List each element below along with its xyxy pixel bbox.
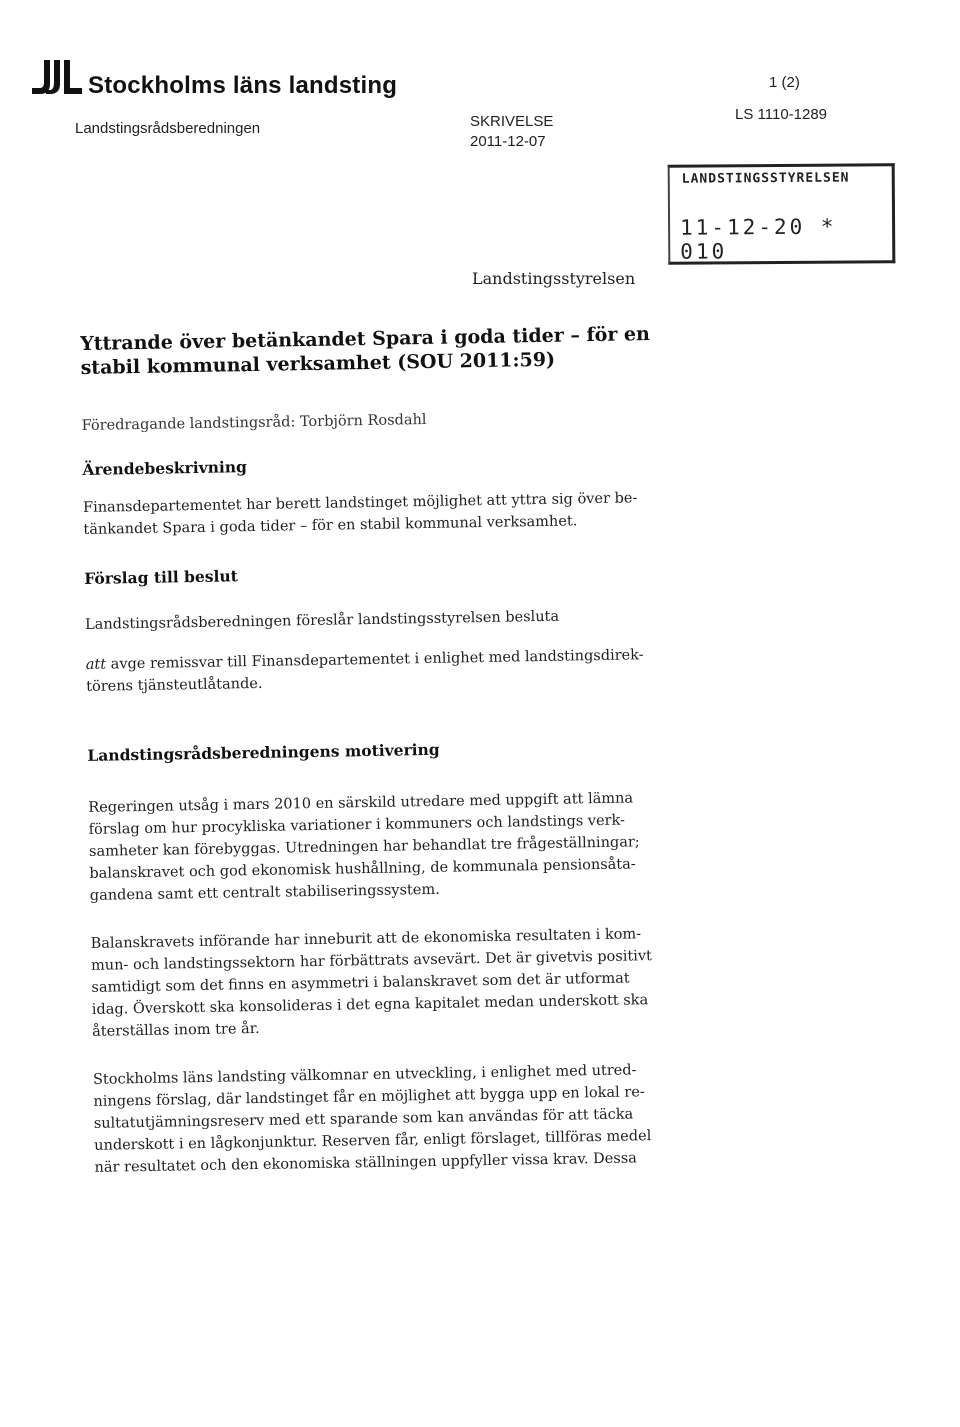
text-line: underskott i en lågkonjunktur. Reserven får, enligt förslaget, tillföras medel bbox=[94, 1128, 652, 1154]
stamp-code: 11-12-20 * 010 bbox=[680, 214, 837, 264]
text-line: törens tjänsteutlåtande. bbox=[86, 675, 263, 695]
document-body bbox=[80, 321, 735, 1179]
sll-logo-icon bbox=[30, 58, 84, 96]
text-line: idag. Överskott ska konsolideras i det egna kapitalet medan underskott ska bbox=[91, 992, 649, 1018]
paragraph-motivation-2 bbox=[90, 922, 732, 1043]
paragraph-proposal-att bbox=[86, 643, 727, 698]
document-date: 2011-12-07 bbox=[470, 133, 546, 150]
title-line: stabil kommunal verksamhet (SOU 2011:59) bbox=[80, 348, 556, 379]
document-type: SKRIVELSE bbox=[470, 113, 554, 130]
text-line: förslag om hur procykliska variationer i kommuners och landstings verk- bbox=[88, 812, 626, 838]
paragraph-proposal-intro: Landstingsrådsberedningen föreslår landstingsstyrelsen besluta bbox=[84, 608, 560, 633]
text-line: tänkandet Spara i goda tider – för en stabil kommunal verksamhet. bbox=[83, 513, 578, 538]
recipient: Landstingsstyrelsen bbox=[472, 269, 636, 288]
text-line: samheter kan förebyggas. Utredningen har behandlat tre frågeställningar; bbox=[88, 834, 640, 860]
title-line: Yttrande över betänkandet Spara i goda tider – för en bbox=[80, 323, 651, 355]
text-line: Regeringen utsåg i mars 2010 en särskild utredare med uppgift att lämna bbox=[88, 790, 634, 816]
text-line: samtidigt som det finns en asymmetri i balanskravet som det är utformat bbox=[91, 970, 630, 996]
page-number: 1 (2) bbox=[769, 74, 800, 91]
att-word: att bbox=[85, 656, 107, 673]
text-line: mun- och landstingssektorn har förbättrats avsevärt. Det är givetvis positivt bbox=[90, 948, 653, 974]
text-line: återställas inom tre år. bbox=[92, 1020, 260, 1040]
stamp-title: LANDSTINGSSTYRELSEN bbox=[681, 170, 850, 187]
text-line: balanskravet och god ekonomisk hushållning, de kommunala pensionsåta- bbox=[89, 856, 636, 882]
section-heading-motivation: Landstingsrådsberedningens motivering bbox=[87, 739, 440, 765]
text-line: avge remissvar till Finansdepartementet i enlighet med landstingsdirek- bbox=[105, 647, 644, 673]
received-stamp bbox=[668, 163, 896, 265]
paragraph-case-description bbox=[83, 486, 724, 541]
text-line: Balanskravets införande har inneburit att de ekonomiska resultaten i kom- bbox=[90, 926, 642, 952]
text-line: sultatutjämningsreserv med ett sparande som kan användas för att täcka bbox=[93, 1106, 634, 1132]
paragraph-motivation-3 bbox=[93, 1058, 735, 1179]
reference-number: LS 1110-1289 bbox=[735, 106, 828, 123]
text-line: Stockholms läns landsting välkomnar en utveckling, i enlighet med utred- bbox=[92, 1062, 637, 1088]
presenter: Föredragande landstingsråd: Torbjörn Rosdahl bbox=[81, 411, 427, 434]
paragraph-motivation-1 bbox=[88, 786, 730, 907]
section-heading-case-description: Ärendebeskrivning bbox=[82, 457, 248, 479]
document-title bbox=[80, 321, 721, 380]
text-line: Finansdepartementet har berett landstinget möjlighet att yttra sig över be- bbox=[82, 490, 638, 516]
text-line: gandena samt ett centralt stabiliseringssystem. bbox=[89, 881, 440, 904]
organization-name: Stockholms läns landsting bbox=[88, 72, 398, 99]
text-line: när resultatet och den ekonomiska ställningen uppfyller vissa krav. Dessa bbox=[94, 1150, 637, 1176]
text-line: ningens förslag, där landstinget får en möjlighet att bygga upp en lokal re- bbox=[93, 1084, 645, 1110]
section-heading-proposal: Förslag till beslut bbox=[84, 566, 238, 588]
department-name: Landstingsrådsberedningen bbox=[75, 120, 261, 137]
